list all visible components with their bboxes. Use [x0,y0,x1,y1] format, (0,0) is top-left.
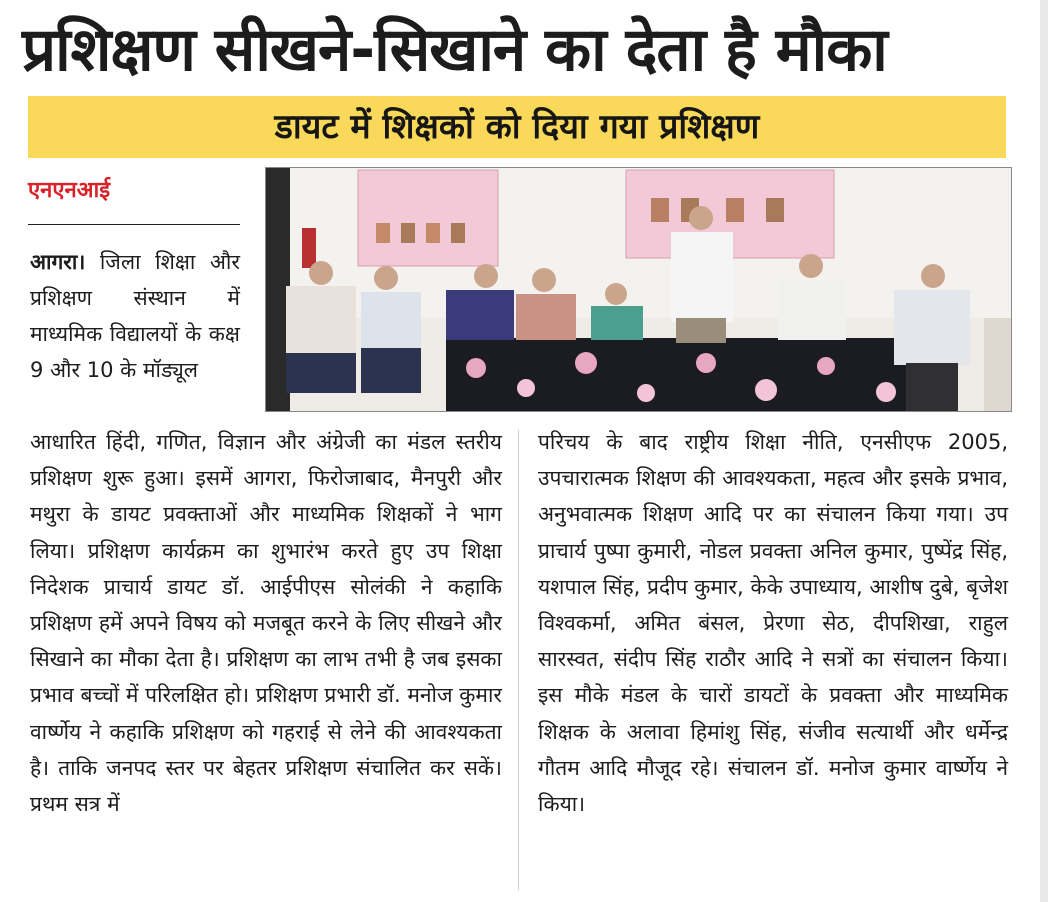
subheadline-banner: डायट में शिक्षकों को दिया गया प्रशिक्षण [28,96,1006,158]
article-column-right: परिचय के बाद राष्ट्रीय शिक्षा नीति, एनसीएफ 2005, उपचारात्मक शिक्षण की आवश्यकता, महत्व और इसके प्रभाव, अनुभवात्मक शिक्षण आदि पर का संचालन किया गया। उप प्राचार्य पुष्पा कुमारी, नोडल प्रवक्ता अनिल कुमार, पुष्पेंद्र सिंह, यशपाल सिंह, प्रदीप कुमार, केके उपाध्याय, आशीष दुबे, बृजेश विश्वकर्मा, अमित बंसल, प्रेरणा सेठ, दीपशिखा, राहुल सारस्वत, संदीप सिंह राठौर आदि ने सत्रों का संचालन किया। इस मौके मंडल के चारों डायटों के प्रवक्ता और माध्यमिक शिक्षक के अलावा हिमांशु सिंह, संजीव सत्यार्थी और धर्मेन्द्र गौतम आदि मौजूद रहे। संचालन डॉ. मनोज कुमार वार्ष्णेय ने किया। [538,430,1008,817]
byline: एनएनआई [28,178,111,203]
headline: प्रशिक्षण सीखने-सिखाने का देता है मौका [22,15,887,85]
event-photo [265,167,1012,412]
page-edge [1040,0,1048,902]
dateline: आगरा। [30,250,86,274]
lead-text: जिला शिक्षा और प्रशिक्षण संस्थान में माध्यमिक विद्यालयों के कक्ष 9 और 10 के मॉड्यूल [30,250,240,382]
byline-rule [28,224,240,225]
article-lead [30,244,240,388]
event-photo-illustration [266,168,1011,411]
article-column-left: आधारित हिंदी, गणित, विज्ञान और अंग्रेजी का मंडल स्तरीय प्रशिक्षण शुरू हुआ। इसमें आगरा, फिरोजाबाद, मैनपुरी और मथुरा के डायट प्रवक्ताओं और माध्यमिक शिक्षकों ने भाग लिया। प्रशिक्षण कार्यक्रम का शुभारंभ करते हुए उप शिक्षा निदेशक प्राचार्य डायट डॉ. आईपीएस सोलंकी ने कहाकि प्रशिक्षण हमें अपने विषय को मजबूत करने के लिए सीखने और सिखाने का मौका देता है। प्रशिक्षण का लाभ तभी है जब इसका प्रभाव बच्चों में परिलक्षित हो। प्रशिक्षण प्रभारी डॉ. मनोज कुमार वार्ष्णेय ने कहाकि प्रशिक्षण को गहराई से लेने की आवश्यकता है। ताकि जनपद स्तर पर बेहतर प्रशिक्षण संचालित कर सकें। प्रथम सत्र में [30,430,502,817]
column-divider [518,430,519,890]
